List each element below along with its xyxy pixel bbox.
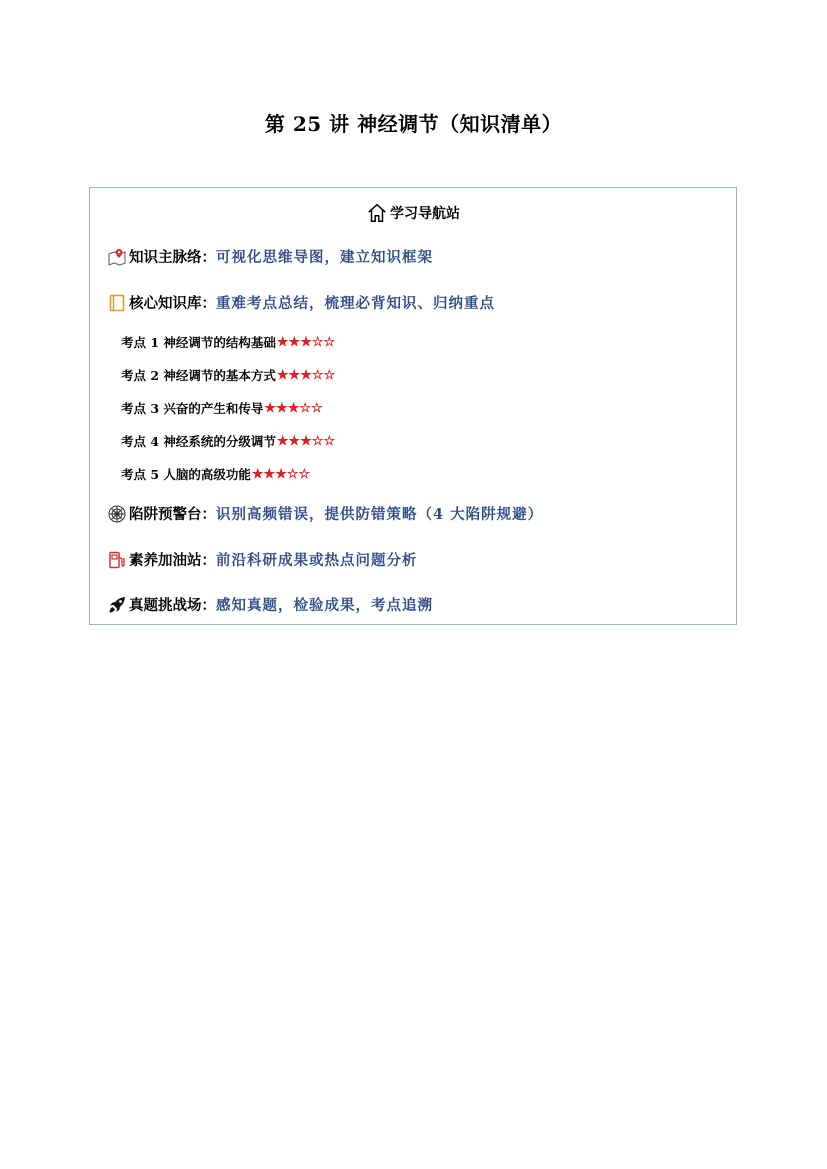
nav-row-desc: 重难考点总结，梳理必背知识、归纳重点 [216, 295, 495, 312]
nav-row-label: 陷阱预警台： [129, 506, 216, 523]
nav-row-desc: 可视化思维导图，建立知识框架 [216, 249, 433, 266]
nav-row-label: 知识主脉络： [129, 249, 216, 266]
map-pin-icon [107, 247, 127, 267]
rocket-icon [107, 595, 127, 615]
kaodian-text: 考点 2 神经调节的基本方式 [121, 368, 276, 383]
kaodian-text: 考点 5 人脑的高级功能 [121, 467, 251, 482]
nav-row-literacy-station[interactable] [107, 549, 418, 570]
kaodian-text: 考点 3 兴奋的产生和传导 [121, 401, 264, 416]
star-rating: ★★★☆☆ [276, 334, 336, 350]
nav-header-label: 学习导航站 [390, 206, 460, 222]
fuel-pump-icon [107, 550, 127, 570]
nav-row-label: 真题挑战场： [129, 597, 216, 614]
nav-row-desc: 识别高频错误，提供防错策略（4 大陷阱规避） [216, 506, 544, 523]
star-rating: ★★★☆☆ [264, 400, 323, 416]
nav-row-label: 核心知识库： [129, 295, 216, 312]
nav-header [90, 202, 736, 224]
kaodian-text: 考点 1 神经调节的结构基础 [121, 335, 276, 350]
kaodian-item-3 [121, 399, 323, 417]
kaodian-item-1 [121, 333, 335, 351]
kaodian-item-4 [121, 432, 335, 450]
nav-row-knowledge-map[interactable] [107, 246, 433, 267]
nav-row-desc: 感知真题，检验成果，考点追溯 [216, 597, 433, 614]
nav-row-label: 素养加油站： [129, 552, 216, 569]
star-rating: ★★★☆☆ [276, 367, 336, 383]
book-icon [107, 293, 127, 313]
learning-navigation-box [89, 187, 737, 625]
nav-row-exam-challenge[interactable] [107, 594, 433, 615]
kaodian-text: 考点 4 神经系统的分级调节 [121, 434, 276, 449]
nav-row-core-knowledge[interactable] [107, 292, 495, 313]
kaodian-item-5 [121, 465, 310, 483]
nav-row-trap-warning[interactable] [107, 503, 543, 524]
nav-row-desc: 前沿科研成果或热点问题分析 [216, 552, 418, 569]
spider-web-icon [107, 504, 127, 524]
star-rating: ★★★☆☆ [251, 466, 311, 482]
star-rating: ★★★☆☆ [276, 433, 336, 449]
home-icon [366, 202, 388, 224]
page-title: 第 25 讲 神经调节（知识清单） [264, 112, 563, 136]
kaodian-item-2 [121, 366, 335, 384]
